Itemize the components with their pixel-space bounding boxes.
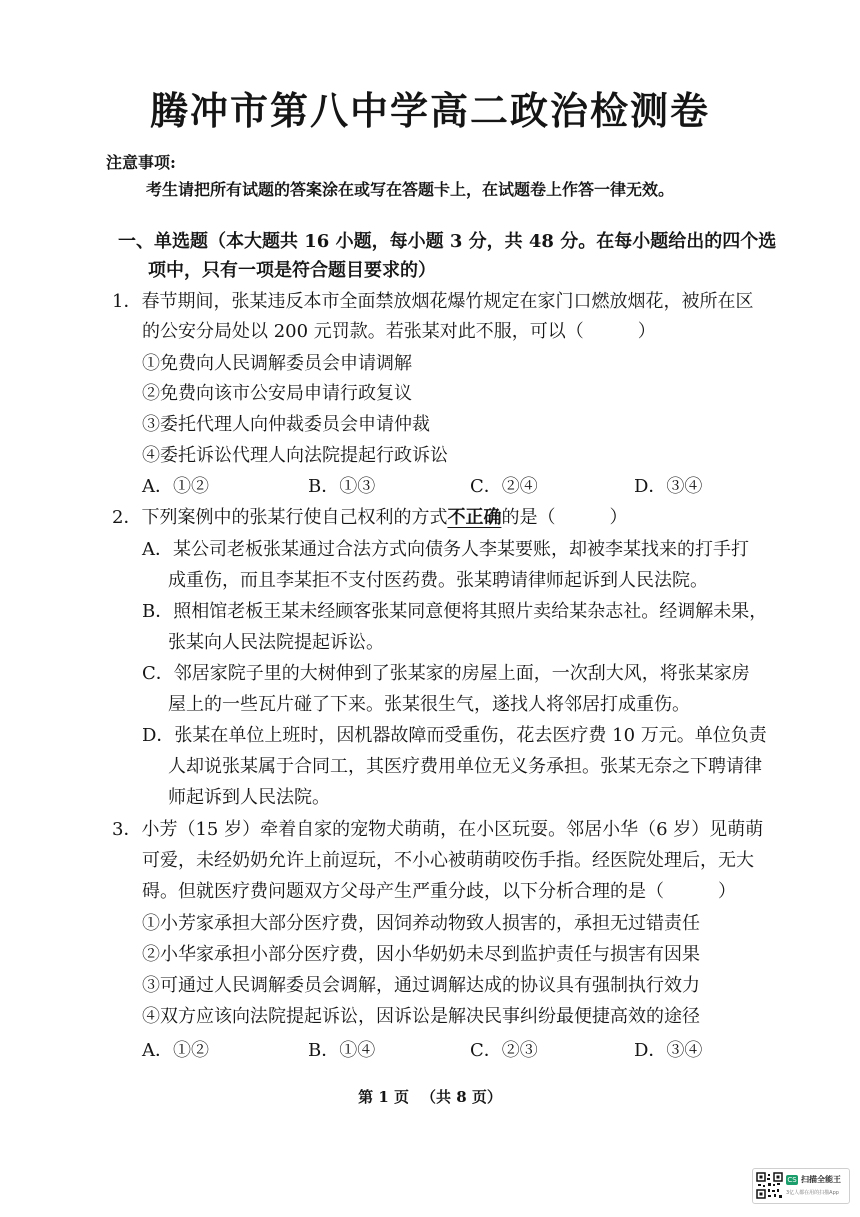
q2-option-d-line3: 师起诉到人民法院。 — [168, 787, 330, 808]
q1-item-1: ①免费向人民调解委员会申请调解 — [142, 353, 412, 374]
q1-choice-c: C．②④ — [470, 476, 538, 497]
page-number: 第 1 页 — [358, 1088, 409, 1106]
q2-option-a-line1: A．某公司老板张某通过合法方式向债务人李某要账，却被李某找来的打手打 — [142, 539, 749, 560]
q3-choice-b: B．①④ — [308, 1040, 376, 1061]
q2-option-c-line1: C．邻居家院子里的大树伸到了张某家的房屋上面，一次刮大风，将张某家房 — [142, 663, 750, 684]
camscanner-logo-icon: CS — [787, 1176, 797, 1184]
q1-choice-b: B．①③ — [308, 476, 376, 497]
q3-choice-c: C．②③ — [470, 1040, 538, 1061]
q2-stem — [112, 505, 627, 531]
section-heading-line2: 项中，只有一项是符合题目要求的） — [148, 260, 436, 281]
q2-stem-post: 的是（ ） — [501, 507, 628, 528]
q2-option-b-line1: B．照相馆老板王某未经顾客张某同意便将其照片卖给某杂志社。经调解未果， — [142, 601, 768, 622]
scanner-badge — [752, 1168, 850, 1204]
q1-choice-d: D．③④ — [634, 476, 703, 497]
qr-code-icon — [756, 1172, 783, 1199]
q2-option-d-line1: D．张某在单位上班时，因机器故障而受重伤，花去医疗费 10 万元。单位负责 — [142, 725, 767, 746]
q1-item-3: ③委托代理人向仲裁委员会申请仲裁 — [142, 414, 430, 435]
q1-choice-a: A．①② — [142, 476, 209, 497]
scanner-brand-name: 扫描全能王 — [801, 1175, 841, 1184]
q2-option-d-line2: 人却说张某属于合同工，其医疗费用单位无义务承担。张某无奈之下聘请律 — [168, 756, 762, 777]
q2-stem-emphasis: 不正确 — [447, 507, 502, 528]
q2-option-b-line2: 张某向人民法院提起诉讼。 — [168, 632, 384, 653]
page-total: （共 8 页） — [421, 1088, 502, 1106]
q1-stem-line1: 1．春节期间，张某违反本市全面禁放烟花爆竹规定在家门口燃放烟花，被所在区 — [112, 291, 754, 312]
q3-choice-a: A．①② — [142, 1040, 209, 1061]
q3-stem-line3: 碍。但就医疗费问题双方父母产生严重分歧，以下分析合理的是（ ） — [142, 881, 736, 902]
q3-stem-line2: 可爱，未经奶奶允许上前逗玩，不小心被萌萌咬伤手指。经医院处理后，无大 — [142, 850, 754, 871]
q3-item-3: ③可通过人民调解委员会调解，通过调解达成的协议具有强制执行效力 — [142, 975, 700, 996]
q2-option-a-line2: 成重伤，而且李某拒不支付医药费。张某聘请律师起诉到人民法院。 — [168, 570, 708, 591]
section-heading-line1: 一、单选题（本大题共 16 小题，每小题 3 分，共 48 分。在每小题给出的四个选 — [118, 231, 777, 252]
q2-stem-pre: 2．下列案例中的张某行使自己权利的方式 — [112, 507, 448, 528]
q3-item-2: ②小华家承担小部分医疗费，因小华奶奶未尽到监护责任与损害有因果 — [142, 944, 700, 965]
q3-stem-line1: 3．小芳（15 岁）牵着自家的宠物犬萌萌，在小区玩耍。邻居小华（6 岁）见萌萌 — [112, 819, 764, 840]
q3-item-1: ①小芳家承担大部分医疗费，因饲养动物致人损害的，承担无过错责任 — [142, 913, 700, 934]
q2-option-c-line2: 屋上的一些瓦片碰了下来。张某很生气，遂找人将邻居打成重伤。 — [168, 694, 690, 715]
page-footer — [0, 1086, 860, 1107]
q1-item-4: ④委托诉讼代理人向法院提起行政诉讼 — [142, 445, 448, 466]
q3-item-4: ④双方应该向法院提起诉讼，因诉讼是解决民事纠纷最便捷高效的途径 — [142, 1006, 700, 1027]
q1-stem-line2: 的公安分局处以 200 元罚款。若张某对此不服，可以（ ） — [142, 321, 656, 342]
q1-item-2: ②免费向该市公安局申请行政复议 — [142, 383, 412, 404]
scanner-tagline: 3亿人都在用的扫描App — [786, 1190, 839, 1196]
notice-heading: 注意事项: — [106, 153, 176, 172]
exam-title: 腾冲市第八中学高二政治检测卷 — [149, 88, 710, 133]
notice-text: 考生请把所有试题的答案涂在或写在答题卡上，在试题卷上作答一律无效。 — [146, 180, 675, 199]
q3-choice-d: D．③④ — [634, 1040, 703, 1061]
